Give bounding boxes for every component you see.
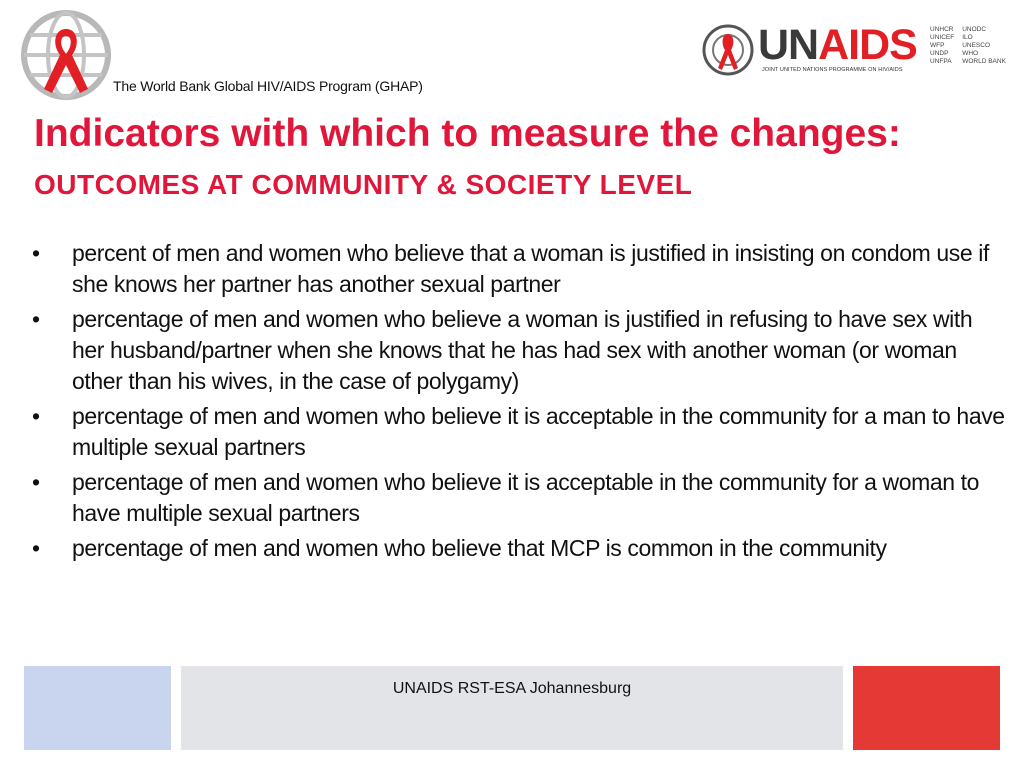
slide-title [34,110,1009,209]
cosponsor-name: UNHCR [930,26,954,33]
wordmark-aids: AIDS [818,21,917,69]
footer-text: UNAIDS RST-ESA Johannesburg [392,680,632,697]
cosponsor-name: WFP [930,42,945,49]
wordmark-un: UN [758,21,819,69]
bullet-item [32,238,1007,300]
globe-ribbon-icon [14,9,118,101]
cosponsor-column-1 [930,26,954,66]
unaids-tagline: JOINT UNITED NATIONS PROGRAMME ON HIV/AIDS [762,67,903,73]
footer-middle-block [181,666,843,750]
bullet-text: percentage of men and women who believe that MCP is common in the community [72,535,887,561]
unaids-logo [700,21,1006,80]
unaids-wordmark [758,21,917,69]
cosponsor-column-2 [962,26,1006,66]
cosponsor-name: UNFPA [930,58,952,65]
footer-left-block [24,666,171,750]
bullet-list [32,238,1007,568]
bullet-item [32,467,1007,529]
organization-line: The World Bank Global HIV/AIDS Program (GHAP) [113,78,423,94]
un-emblem-icon [700,22,756,78]
title-main: Indicators with which to measure the changes: [34,112,901,155]
cosponsor-name: UNDP [930,50,949,57]
bullet-item [32,304,1007,397]
world-bank-globe-logo [14,9,118,101]
bullet-text: percent of men and women who believe that a woman is justified in insisting on condom use if she knows her partner has another sexual partner [72,240,989,297]
cosponsor-name: UNESCO [962,42,991,49]
bullet-dot: • [32,403,40,429]
bullet-dot: • [32,469,40,495]
footer-right-block [853,666,1000,750]
cosponsor-name: WORLD BANK [962,58,1006,65]
cosponsor-name: UNODC [962,26,987,33]
cosponsor-list [930,26,1006,66]
cosponsor-name: ILO [962,34,973,41]
bullet-text: percentage of men and women who believe it is acceptable in the community for a woman to have multiple sexual partners [72,469,980,526]
cosponsor-name: WHO [962,50,979,57]
bullet-dot: • [32,240,40,266]
bullet-dot: • [32,535,40,561]
bullet-dot: • [32,306,40,332]
bullet-text: percentage of men and women who believe it is acceptable in the community for a man to have multiple sexual partners [72,403,1005,460]
bullet-item [32,401,1007,463]
cosponsor-name: UNICEF [930,34,955,41]
title-subtitle: OUTCOMES AT COMMUNITY & SOCIETY LEVEL [34,169,693,200]
bullet-text: percentage of men and women who believe a woman is justified in refusing to have sex with her husband/partner when she knows that he has had sex with another woman (or woman other than his wives, in the case of polygamy) [72,306,973,394]
bullet-item [32,533,1007,564]
